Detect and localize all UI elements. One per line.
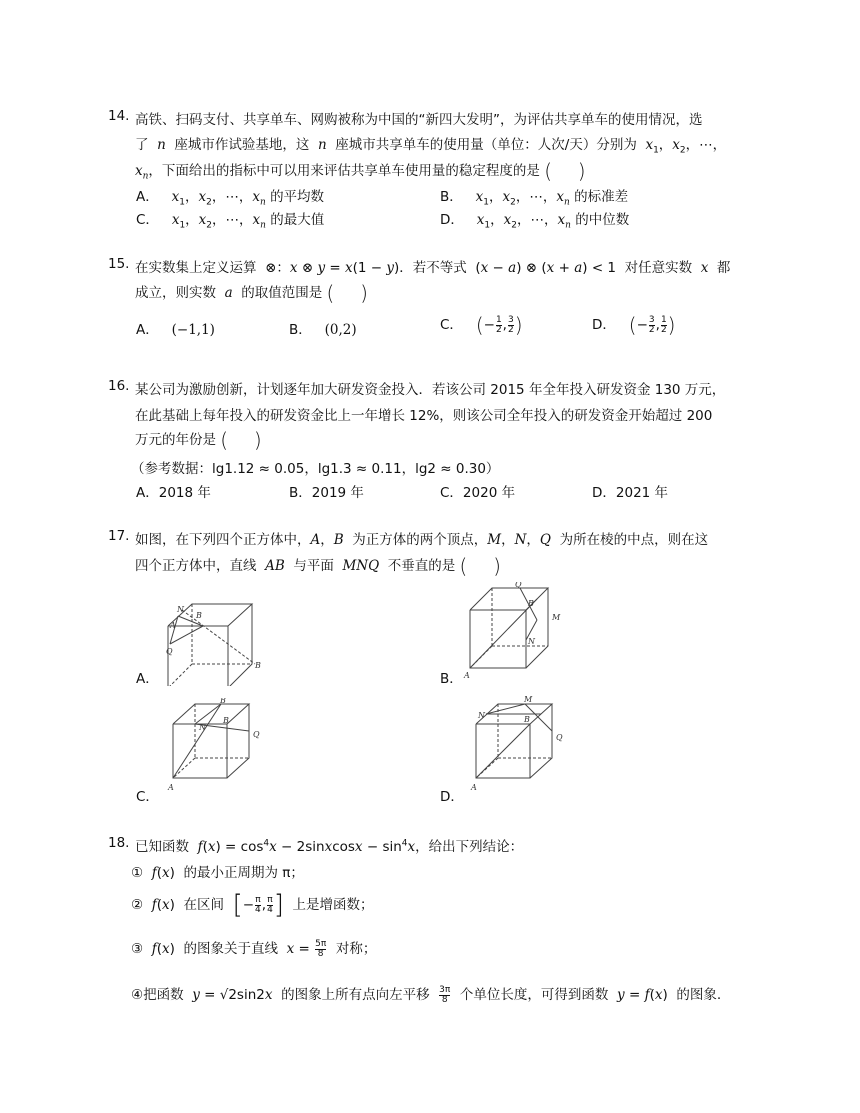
q15-option-a: A． (−1,1) (136, 322, 215, 338)
q17-option-a: A． (136, 671, 159, 687)
q18-statement-1: ① f(x) 的最小正周期为 π； (131, 865, 304, 881)
svg-text:B: B (196, 611, 202, 620)
svg-text:A: A (168, 783, 174, 792)
svg-text:N: N (478, 711, 485, 720)
svg-text:M: M (552, 613, 561, 622)
q16-line1: 某公司为激励创新，计划逐年加大研发资金投入．若该公司 2015 年全年投入研发资金 130 万元， (135, 382, 726, 398)
svg-text:B: B (223, 716, 229, 725)
svg-text:N: N (199, 723, 206, 732)
q18-statement-4: ④把函数 y = √2sin2x 的图象上所有点向左平移 $\frac{3\pi}{8}$ 个单位长度，可得到函数 y = f(x) 的图象. (131, 984, 722, 1005)
q15-line1: 在实数集上定义运算 ⊗：x ⊗ y = x(1 − y)．若不等式 (x − a) ⊗ (x + a) < 1 对任意实数 x 都 (135, 260, 731, 276)
q16-option-c: C．2020 年 (440, 485, 516, 501)
svg-text:B: B (255, 661, 261, 670)
svg-text:N: N (528, 637, 535, 646)
q18-statement-2: ② f(x) 在区间 [− $\frac{\pi}{4}$ , $\frac{\pi}{4}$ ] 上是增函数； (131, 890, 374, 920)
svg-text:Q: Q (515, 582, 522, 589)
svg-text:A: A (170, 621, 176, 630)
q14-option-c: C． $x_1$，$x_2$，⋯，$x_n$ 的最大值 (136, 212, 325, 231)
q14-line1: 高铁、扫码支付、共享单车、网购被称为中国的“新四大发明”，为评估共享单车的使用情况，选 (135, 112, 703, 128)
svg-text:B: B (220, 698, 226, 705)
q15-number: 15. (108, 256, 130, 272)
svg-text:Q: Q (556, 733, 563, 742)
svg-text:Q: Q (166, 647, 173, 656)
cube-figure-b (462, 582, 572, 682)
q16-option-d: D．2021 年 (592, 485, 669, 501)
svg-text:M: M (524, 696, 533, 704)
q18-statement-3: ③ f(x) 的图象关于直线 x = $\frac{5\pi}{8}$ 对称； (131, 938, 377, 959)
q16-reference-data: （参考数据：lg1.12 ≈ 0.05，lg1.3 ≈ 0.11，lg2 ≈ 0.30） (131, 461, 500, 477)
q16-line2: 在此基础上每年投入的研发资金比上一年增长 12%，则该公司全年投入的研发资金开始超过 200 (135, 408, 713, 424)
q16-option-a: A．2018 年 (136, 485, 211, 501)
q17-option-c: C． (136, 789, 159, 805)
q15-option-d: D． (− $\frac{3}{2}$ , $\frac{1}{2}$ ) (592, 313, 676, 337)
svg-text:N: N (177, 605, 184, 614)
svg-text:A: A (464, 671, 470, 680)
q17-line1: 如图，在下列四个正方体中，A，B 为正方体的两个顶点，M，N，Q 为所在棱的中点，则在这 (135, 532, 709, 548)
q18-line1: 已知函数 $f(x) = \cos^4x$ − 2sinxcosx − $\sin^4x$，给出下列结论： (135, 838, 524, 855)
q18-number: 18. (108, 835, 130, 851)
q14-number: 14. (108, 108, 130, 124)
svg-text:B: B (528, 599, 534, 608)
q16-number: 16. (108, 378, 130, 394)
cube-figure-d (468, 696, 578, 796)
q16-line3: 万元的年份是 ( ) (135, 428, 262, 452)
q17-number: 17. (108, 528, 130, 544)
q15-line2: 成立，则实数 a 的取值范围是 ( ) (135, 281, 368, 305)
q15-option-b: B． (0,2) (289, 322, 357, 338)
q14-option-a: A． $x_1$，$x_2$，⋯，$x_n$ 的平均数 (136, 189, 325, 208)
svg-text:Q: Q (253, 730, 260, 739)
q16-option-b: B．2019 年 (289, 485, 364, 501)
q14-line3: $x_n$，下面给出的指标中可以用来评估共享单车使用量的稳定程度的是 ( ) (135, 159, 586, 183)
svg-text:A: A (471, 783, 477, 792)
q15-option-c: C． (− $\frac{1}{2}$ , $\frac{3}{2}$ ) (440, 313, 523, 337)
q14-option-b: B． $x_1$，$x_2$，⋯，$x_n$ 的标准差 (440, 189, 629, 208)
cube-figure-c (165, 698, 275, 798)
q17-option-d: D． (440, 789, 464, 805)
svg-text:B: B (524, 715, 530, 724)
q14-option-d: D． $x_1$，$x_2$，⋯，$x_n$ 的中位数 (440, 212, 630, 231)
q14-line2: 了 n 座城市作试验基地，这 n 座城市共享单车的使用量（单位：人次/天）分别为 $x_1$，$x_2$，⋯， (135, 137, 727, 156)
cube-figure-a (160, 596, 275, 686)
q17-line2: 四个正方体中，直线 AB 与平面 MNQ 不垂直的是 ( ) (135, 554, 501, 578)
q17-option-b: B． (440, 671, 463, 687)
